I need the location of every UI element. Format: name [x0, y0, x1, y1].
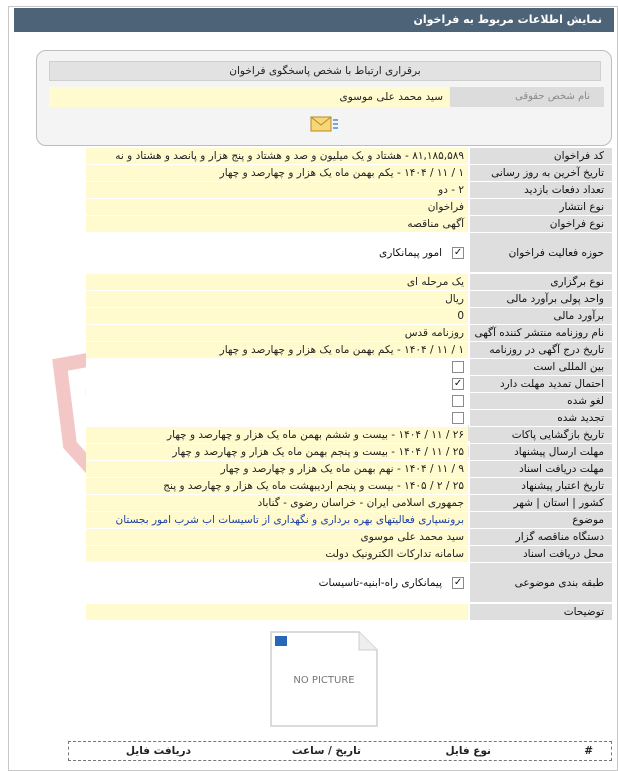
field-row-send-deadline	[86, 444, 612, 461]
field-label-notes: توضیحات	[470, 604, 612, 621]
contact-header: برقراری ارتباط با شخص پاسخگوی فراخوان	[49, 61, 601, 81]
field-label-validity-date: تاریخ اعتبار پیشنهاد	[470, 478, 612, 495]
field-label-location: کشور | استان | شهر	[470, 495, 612, 512]
field-value-publish-type: فراخوان	[86, 199, 468, 216]
field-value-call-type: آگهی مناقصه	[86, 216, 468, 233]
contact-value: سید محمد علی موسوی	[49, 87, 449, 107]
no-picture-text: NO PICTURE	[293, 675, 355, 686]
field-value-subject: برونسپاری فعالیتهای بهره برداری و نگهداری از تاسیسات اب شرب امور بجستان	[86, 512, 468, 529]
field-value-newspaper: روزنامه قدس	[86, 325, 468, 342]
field-label-category: طبقه بندی موضوعی	[470, 563, 612, 603]
field-row-news-date	[86, 342, 612, 359]
checkbox-category[interactable]	[452, 577, 464, 589]
field-value-receive-deadline: ۹ / ۱۱ / ۱۴۰۴ - نهم بهمن ماه یک هزار و چهارصد و چهار	[86, 461, 468, 478]
field-row-validity-date	[86, 478, 612, 495]
field-row-international	[86, 359, 612, 376]
mail-icon[interactable]	[309, 113, 339, 137]
field-value-holding-type: یک مرحله ای	[86, 274, 468, 291]
files-table-header	[68, 741, 612, 761]
field-value-location: جمهوری اسلامی ایران - خراسان رضوی - گناباد	[86, 495, 468, 512]
checkbox-international[interactable]	[452, 361, 464, 373]
field-label-opening-date: تاریخ بازگشایی پاکات	[470, 427, 612, 444]
field-value-opening-date: ۲۶ / ۱۱ / ۱۴۰۴ - بیست و ششم بهمن ماه یک هزار و چهارصد و چهار	[86, 427, 468, 444]
field-value-organizer: سید محمد علی موسوی	[86, 529, 468, 546]
field-label-call-type: نوع فراخوان	[470, 216, 612, 233]
field-row-holding-type	[86, 274, 612, 291]
field-value-docs-place: سامانه تدارکات الکترونیک دولت	[86, 546, 468, 563]
field-row-renewed	[86, 410, 612, 427]
field-row-subject	[86, 512, 612, 529]
files-col-num: #	[584, 745, 593, 757]
field-label-receive-deadline: مهلت دریافت اسناد	[470, 461, 612, 478]
field-value-renewed	[86, 410, 468, 427]
field-label-newspaper: نام روزنامه منتشر کننده آگهی	[470, 325, 612, 342]
field-row-category	[86, 563, 612, 603]
field-value-validity-date: ۲۵ / ۲ / ۱۴۰۵ - بیست و پنجم اردیبهشت ماه یک هزار و چهارصد و پنج	[86, 478, 468, 495]
files-col-type: نوع فایل	[445, 745, 491, 757]
field-value-currency: ریال	[86, 291, 468, 308]
field-label-extension: احتمال تمدید مهلت دارد	[470, 376, 612, 393]
field-row-call-type	[86, 216, 612, 233]
field-label-renewed: تجدید شده	[470, 410, 612, 427]
field-label-news-date: تاریخ درج آگهی در روزنامه	[470, 342, 612, 359]
field-value-international	[86, 359, 468, 376]
field-value-activity	[86, 233, 468, 273]
field-row-receive-deadline	[86, 461, 612, 478]
field-label-subject: موضوع	[470, 512, 612, 529]
field-label-last-submit: تاریخ آخرین به روز رسانی	[470, 165, 612, 182]
field-row-organizer	[86, 529, 612, 546]
field-label-holding-type: نوع برگزاری	[470, 274, 612, 291]
field-value-code: ۸۱,۱۸۵,۵۸۹ - هشتاد و یک میلیون و صد و هشتاد و پنج هزار و پانصد و هشتاد و نه	[86, 148, 468, 165]
checkbox-extension[interactable]	[452, 378, 464, 390]
field-value-notes	[86, 604, 468, 621]
field-row-activity	[86, 233, 612, 273]
field-label-estimate: برآورد مالی	[470, 308, 612, 325]
contact-label: نام شخص حقوقی	[450, 87, 604, 107]
field-value-category	[86, 563, 468, 603]
field-label-publish-type: نوع انتشار	[470, 199, 612, 216]
field-row-publish-type	[86, 199, 612, 216]
checkbox-activity[interactable]	[452, 247, 464, 259]
field-value-last-submit: ۱ / ۱۱ / ۱۴۰۴ - یکم بهمن ماه یک هزار و چهارصد و چهار	[86, 165, 468, 182]
field-label-code: کد فراخوان	[470, 148, 612, 165]
field-value-visits: ۲ - دو	[86, 182, 468, 199]
field-row-code	[86, 148, 612, 165]
field-row-docs-place	[86, 546, 612, 563]
field-label-visits: تعداد دفعات بازدید	[470, 182, 612, 199]
field-row-visits	[86, 182, 612, 199]
files-col-datetime: تاریخ / ساعت	[291, 745, 361, 757]
field-value-cancelled	[86, 393, 468, 410]
field-row-estimate	[86, 308, 612, 325]
field-label-activity: حوزه فعالیت فراخوان	[470, 233, 612, 273]
no-picture-image	[269, 630, 379, 728]
field-row-location	[86, 495, 612, 512]
field-value-estimate: 0	[86, 308, 468, 325]
checkbox-cancelled[interactable]	[452, 395, 464, 407]
field-row-cancelled	[86, 393, 612, 410]
field-label-organizer: دستگاه مناقصه گزار	[470, 529, 612, 546]
page-title: نمایش اطلاعات مربوط به فراخوان	[14, 8, 614, 32]
field-row-notes	[86, 604, 612, 621]
field-row-last-submit	[86, 165, 612, 182]
checkbox-label-category: پیمانکاری راه-ابنیه-تاسیسات	[318, 576, 442, 589]
field-label-send-deadline: مهلت ارسال پیشنهاد	[470, 444, 612, 461]
field-row-newspaper	[86, 325, 612, 342]
field-row-currency	[86, 291, 612, 308]
field-label-currency: واحد پولی برآورد مالی	[470, 291, 612, 308]
field-label-cancelled: لغو شده	[470, 393, 612, 410]
files-col-download: دریافت فایل	[125, 745, 191, 757]
contact-box	[36, 50, 612, 146]
field-row-extension	[86, 376, 612, 393]
field-label-docs-place: محل دریافت اسناد	[470, 546, 612, 563]
checkbox-label-activity: امور پیمانکاری	[379, 246, 442, 259]
checkbox-renewed[interactable]	[452, 412, 464, 424]
field-value-news-date: ۱ / ۱۱ / ۱۴۰۴ - یکم بهمن ماه یک هزار و چهارصد و چهار	[86, 342, 468, 359]
field-row-opening-date	[86, 427, 612, 444]
field-value-extension	[86, 376, 468, 393]
field-value-send-deadline: ۲۵ / ۱۱ / ۱۴۰۴ - بیست و پنجم بهمن ماه یک هزار و چهارصد و چهار	[86, 444, 468, 461]
field-label-international: بین المللی است	[470, 359, 612, 376]
